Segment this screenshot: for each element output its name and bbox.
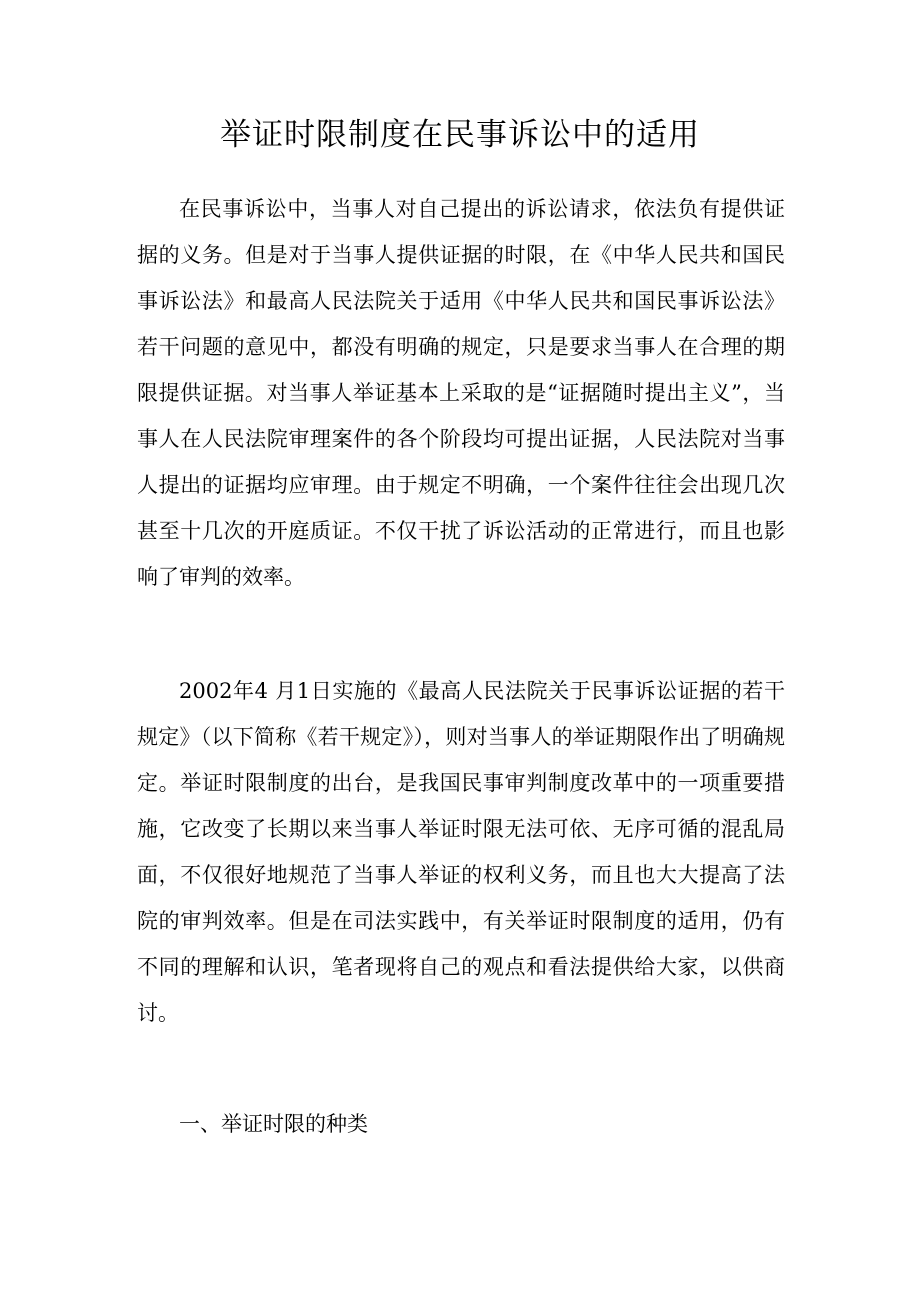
document-title: 举证时限制度在民事诉讼中的适用 [220,117,700,153]
paragraph-intro: 在民事诉讼中，当事人对自己提出的诉讼请求，依法负有提供证据的义务。但是对于当事人提供证据的时限，在《中华人民共和国民事诉讼法》和最高人民法院关于适用《中华人民共和国民事诉讼法》若干问题的意见中，都没有明确的规定，只是要求当事人在合理的期限提供证据。对当事人举证基本上采取的是“证据随时提出主义”，当事人在人民法院审理案件的各个阶段均可提出证据，人民法院对当事人提出的证据均应审理。由于规定不明确，一个案件往往会出现几次甚至十几次的开庭质证。不仅干扰了诉讼活动的正常进行，而且也影响了审判的效率。 [137,197,785,589]
section-heading: 一、举证时限的种类 [179,1112,368,1136]
paragraph-regulation: 2002年4 月1日实施的《最高人民法院关于民事诉讼证据的若干规定》（以下简称《若干规定》），则对当事人的举证期限作出了明确规定。举证时限制度的出台，是我国民事审判制度改革中的一项重要措施，它改变了长期以来当事人举证时限无法可依、无序可循的混乱局面，不仅很好地规范了当事人举证的权利义务，而且也大大提高了法院的审判效率。但是在司法实践中，有关举证时限制度的适用，仍有不同的理解和认识，笔者现将自己的观点和看法提供给大家，以供商讨。 [137,679,785,1025]
